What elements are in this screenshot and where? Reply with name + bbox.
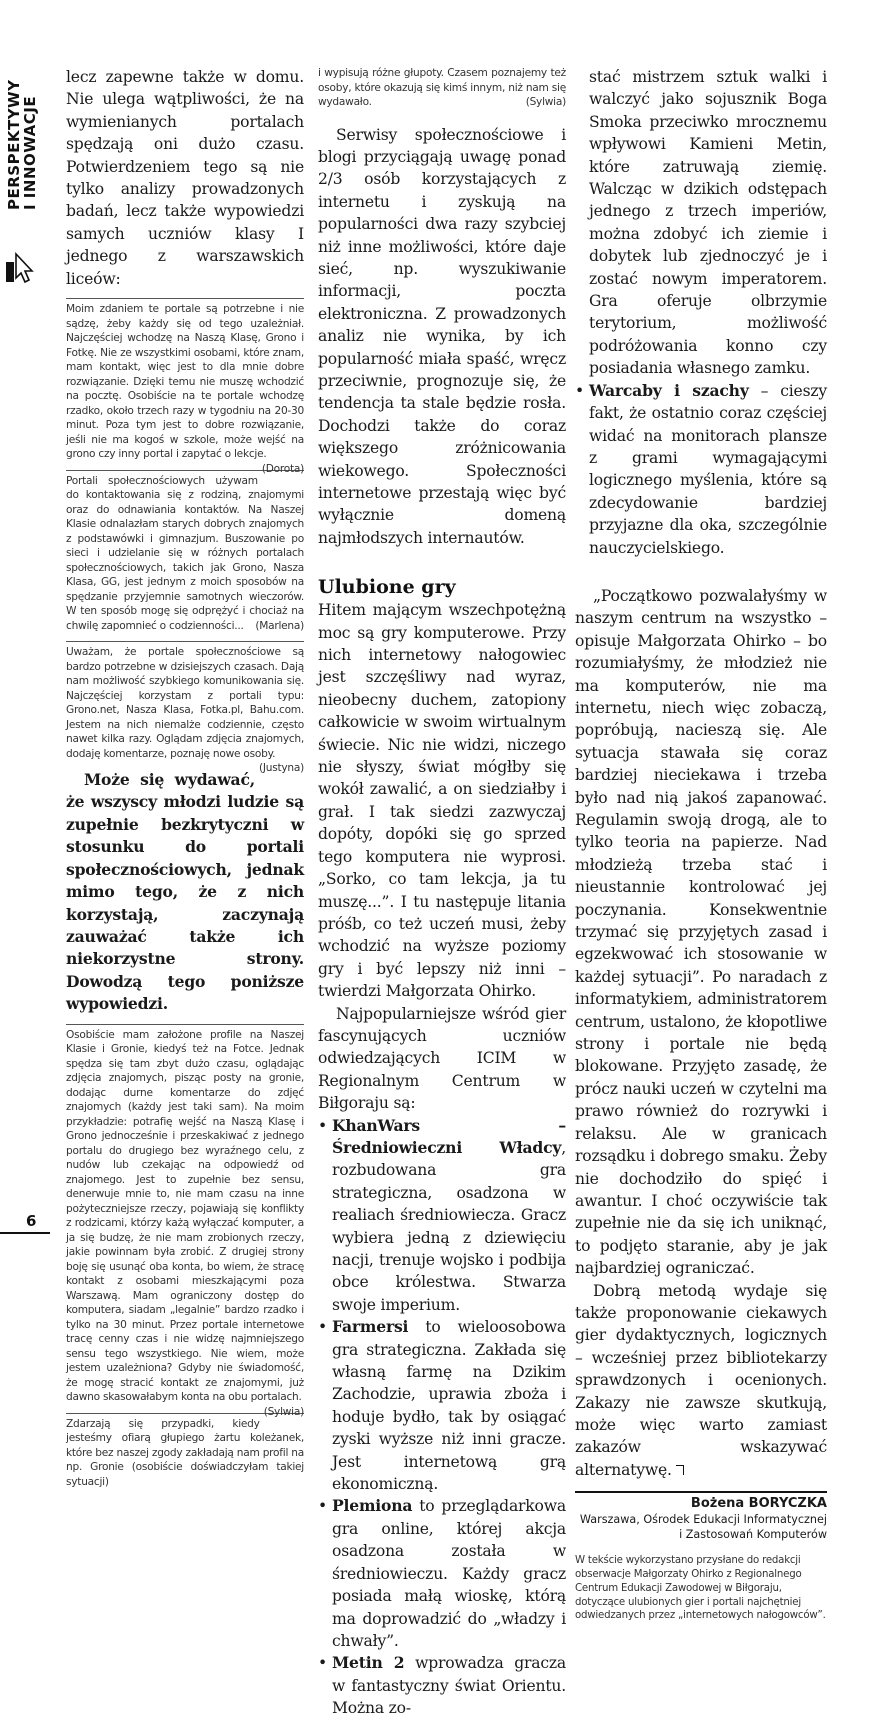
quote-justyna [66,641,304,775]
bullet-icon: • [318,1116,327,1135]
quote-text: i wypisują różne głupoty. Czasem poznajemy też osoby, które okazują się kimś innym, niż nam się wydawało. [318,67,566,108]
bullet-icon: • [318,1497,327,1516]
end-mark-icon [676,1465,684,1475]
quote-text: Moim zdaniem te portale są potrzebne i nie sądzę, żeby każdy się od tego uzależniał. Najczęściej wchodzę na Naszą Klasę, Grono i Fotkę. Nie ze wszystkimi osobami, które znam, mam kontakt, więc jest to dla mnie dobre rozwiązanie. Dzięki temu nie muszę wchodzić na pocztę. Osobiście na te portale wchodzę rzadko, około trzech razy w tygodniu na 20-30 minut. Poza tym jest to dobre rozwiązanie, jeśli nie ma kogoś w szkole, może wejść na grono czy inny portal i zapytać o lekcje. [66,303,304,461]
section-tab-label: PERSPEKTYWY I INNOWACJE [5,79,39,210]
author-affiliation: Warszawa, Ośrodek Edukacji Informatycznej i Zastosowań Komputerów [579,1513,827,1542]
column-3 [575,66,827,1623]
col3-paragraph-1: „Początkowo pozwalałyśmy w naszym centrum na wszystko – opisuje Małgorzata Ohirko – bo rozumiałyśmy, że młodzież nie ma komputerów, nie ma internetu, niech więc zobaczą, popróbują, nacieszą się. Ale sytuacja stawała się coraz bardziej nieciekawa i trzeba było nad nią jakoś zapanować. Regulamin swoją drogą, ale to tylko teoria na papierze. Nad młodzieżą trzeba stać i nieustannie kontrolować jej poczynania. Konsekwentnie trzymać się przyjętych zasad i egzekwować ich stosowanie w każdej sytuacji”. Po naradach z informatykiem, administratorem centrum, ustalono, że kłopotliwe strony i portale nie będą blokowane. Przyjęto zasadę, że prócz nauki uczeń w czytelni ma prawo również do rozrywki i relaksu. Ale w granicach rozsądku i dobrego smaku. Żeby nie dochodziło do spięć i awantur. I choć oczywiście tak zupełnie nie da się ich uniknąć, to podjęto staranie, aby je jak najbardziej ograniczać. [575,586,827,1278]
section-tab [6,70,54,220]
game-desc: – cieszy fakt, że ostatnio coraz częściej widać na monitorach plansze z grami wymagającymi logicznego myślenia, które są zdecydowanie bardziej przyjazne dla oka, szczególnie nauczycielskiego. [589,381,827,557]
game-desc: stać mistrzem sztuk walki i walczyć jako sojusznik Boga Smoka przeciwko mrocznemu wpływowi Kamieni Metin, które zatruwają ziemię. Walcząc w dzikich odstępach jednego z trzech imperiów, można zdobyć ich ziemie i dobytek lub zjednoczyć je i zostać nowym imperatorem. Gra oferuje olbrzymie terytorium, możliwość podróżowania konno czy posiadania własnego zamku. [589,68,827,378]
col2-paragraph-2: Hitem mającym wszechpotężną moc są gry komputerowe. Przy nich internetowy nałogowiec jest szczęśliwy nad wyraz, nieobecny duchem, zatopiony całkowicie w swoim wirtualnym świecie. Nic nie widzi, niczego nie słyszy, świat mógłby się wokół zawalić, a on siedziałby i grał. I tak siedzi zazwyczaj dopóty, dopóki się go sprzed tego komputera nie wyprosi. „Sorko, co tam lekcja, ja tu muszę...”. I tu następuje litania próśb, co też uczeń musi, żeby wchodzić na wyższe poziomy gry i być lepszy niż inni – twierdzi Małgorzata Ohirko. [318,601,566,1001]
col1-intro: lecz zapewne także w domu. Nie ulega wątpliwości, że na wymienianych portalach spędzają oni dużo czasu. Potwierdzeniem tego są nie tylko analizy prowadzonych badań, lecz także wypowiedzi samych uczniów klasy I jednego z warszawskich liceów: [66,68,304,288]
game-desc: , rozbudowana gra strategiczna, osadzona w realiach średniowiecza. Gracz wybiera jedną z dziewięciu nacji, trenuje wojsko i podbija obce królestwa. Stwarza swoje imperium. [332,1138,566,1314]
game-name: KhanWars – Średniowieczni Władcy [332,1115,566,1157]
game-name: Warcaby i szachy [589,380,749,400]
col2-paragraph-3: Najpopularniejsze wśród gier fascynujących uczniów odwiedzających ICIM w Regionalnym Centrum w Biłgoraju są: [318,1004,566,1113]
quote-marlena [66,470,304,634]
paragraph-text: Dobrą metodą wydaje się także proponowanie ciekawych gier dydaktycznych, logicznych – wcześniej przez bibliotekarzy sprawdzonych i ocenionych. Zakazy nie zawsze skutkują, może więc warto zamiast zakazów wskazywać alternatywę. [575,1281,827,1479]
quote-text: Portali społecznościowych używam do kontaktowania się z rodziną, znajomymi oraz do odnawiania kontaktów. Na Naszej Klasie odnalazłam starych dobrych znajomych z podstawówki i gimnazjum. Buszowanie po sieci i udzielanie się w różnych portalach społecznościowych, takich jak Grono, Nasza Klasa, GG, jest jednym z moich sposobów na spędzanie przyjemnie samotnych wieczorów. W ten sposób mogę się odprężyć i chociaż na chwilę zapomnieć o codzienności... [66,474,304,632]
list-item [318,1316,566,1495]
bold-paragraph: Może się wydawać, że wszyscy młodzi ludzie są zupełnie bezkrytyczni w stosunku do portali społecznościowych, jednak mimo tego, że z nich korzystają, zaczynają zauważać także ich niekorzystne strony. Dowodzą tego poniższe wypowiedzi. [66,770,304,1014]
list-item [318,1652,566,1719]
quote-signature: (Sylwia) [525,96,566,108]
quote-dorota [66,298,304,475]
game-name: Farmersi [332,1317,409,1337]
game-desc: wprowadza gracza w fantastyczny świat Orientu. Można zo- [332,1654,566,1718]
column-1 [66,66,304,1489]
quote-sylwia [66,1024,304,1418]
list-item [318,1495,566,1652]
cursor-arrow-icon [6,252,42,286]
footnote: W tekście wykorzystano przysłane do redakcji obserwacje Małgorzaty Ohirko z Regionalnego Centrum Edukacji Zawodowej w Biłgoraju, dotyczące ulubionych gier i portali najchętniej odwiedzanych przez „internetowych nałogowców”. [575,1555,826,1622]
col2-paragraph-1: Serwisy społecznościowe i blogi przyciągają uwagę ponad 2/3 osób korzystających z internetu i zyskują na popularności dwa razy szybciej niż inne możliwości, które daje sieć, np. wyszukiwanie informacji, poczta elektroniczna. Z prowadzonych analiz nie wynika, by ich popularność miała spaść, wręcz przeciwnie, prognozuje się, że tendencja ta stale będzie rosła. Dochodzi także do coraz większego zróżnicowania wiekowego. Społeczności internetowe przestają więc być wyłącznie domeną najmłodszych internautów. [318,125,566,547]
author-block [575,1491,827,1542]
quote-signature: (Justyna) [258,762,304,775]
games-list-cont [575,66,827,559]
quote-text: Osobiście mam założone profile na Naszej Klasie i Gronie, kiedyś też na Fotce. Jednak spędza się tam zbyt dużo czasu, oglądając zdjęcia znajomych, pisząc posty na gronie, dodając durne komentarze do zdjęć znajomych (każdy jest taki sam). Na moim przykładzie: potrafię wejść na Naszą Klasę i Grono jednocześnie i przeskakiwać z jednego portalu do drugiego bez wyraźnego celu, z nudów lub czekając na odpowiedź od znajomego. Jest to zupełnie bez sensu, denerwuje mnie to, nie mam czasu na inne pożyteczniejsze rzeczy, pojawiają się konflikty z rodzicami, którzy każą wyłączać komputer, a ja się budzę, że nie mam zrobionych rzeczy, jakie powinnam była zrobić. Z drugiej strony boję się usunąć oba konta, bo wiem, że stracę kontakt z osobami mieszkającymi poza Warszawą. Mam ograniczony dostęp do komputera, siadam „legalnie” bardzo rzadko i tylko na 30 minut. Przez portale internetowe tracę cenny czas i nie widzę najmniejszego sensu tego wszystkiego. Nie wiem, może jestem uzależniona? Gdyby nie świadomość, że mogę stracić kontakt ze znajomymi, już dawno skasowałabym konta na obu portalach. [66,1028,304,1404]
quote-signature: (Sylwia) [263,1405,304,1418]
bullet-icon: • [318,1318,327,1337]
col3-paragraph-2 [575,1280,827,1482]
section-heading: Ulubione gry [318,576,456,599]
game-desc: to przeglądarkowa gra online, której akcja osadzona została w średniowieczu. Każdy gracz posiada małą wioskę, którą ma doprowadzić do „władzy i chwały”. [332,1497,566,1650]
author-name: Bożena BORYCZKA [690,1496,827,1512]
game-name: Plemiona [332,1496,413,1516]
quote-signature: (Dorota) [261,462,304,475]
quote-signature: (Marlena) [255,619,304,632]
page-number-rule [0,1232,50,1234]
list-item [575,66,827,380]
list-item [575,380,827,559]
bullet-icon: • [575,381,584,400]
quote-text: Uważam, że portale społecznościowe są bardzo potrzebne w dzisiejszych czasach. Dają nam możliwość szybkiego komunikowania się. Najczęściej korzystam z portali typu: Grono.net, Nasza Klasa, Fotka.pl, Bahu.com. Jestem na nich niemalże codziennie, często nawet kilka razy. Oglądam zdjęcia znajomych, dodaję komentarze, poznaję nowe osoby. [66,646,304,760]
list-item [318,1115,566,1317]
game-name: Metin 2 [332,1653,405,1673]
quote-sylwia-2-end [318,66,566,110]
column-2 [318,66,566,1720]
games-list [318,1115,566,1720]
game-desc: to wieloosobowa gra strategiczna. Zakłada się własną farmę na Dzikim Zachodzie, uprawia zboża i hoduje bydło, tak by osiągać zyski wyższe niż inni gracze. Jest internetową grą ekonomiczną. [332,1318,566,1494]
page-number: 6 [26,1212,37,1230]
quote-sylwia-2-start: Zdarzają się przypadki, kiedy jesteśmy ofiarą głupiego żartu koleżanek, które bez naszej zgody zakładają nam profil na np. Gronie (osobiście doświadczyłam takiej sytuacji) [66,1413,304,1490]
bullet-icon: • [318,1654,327,1673]
